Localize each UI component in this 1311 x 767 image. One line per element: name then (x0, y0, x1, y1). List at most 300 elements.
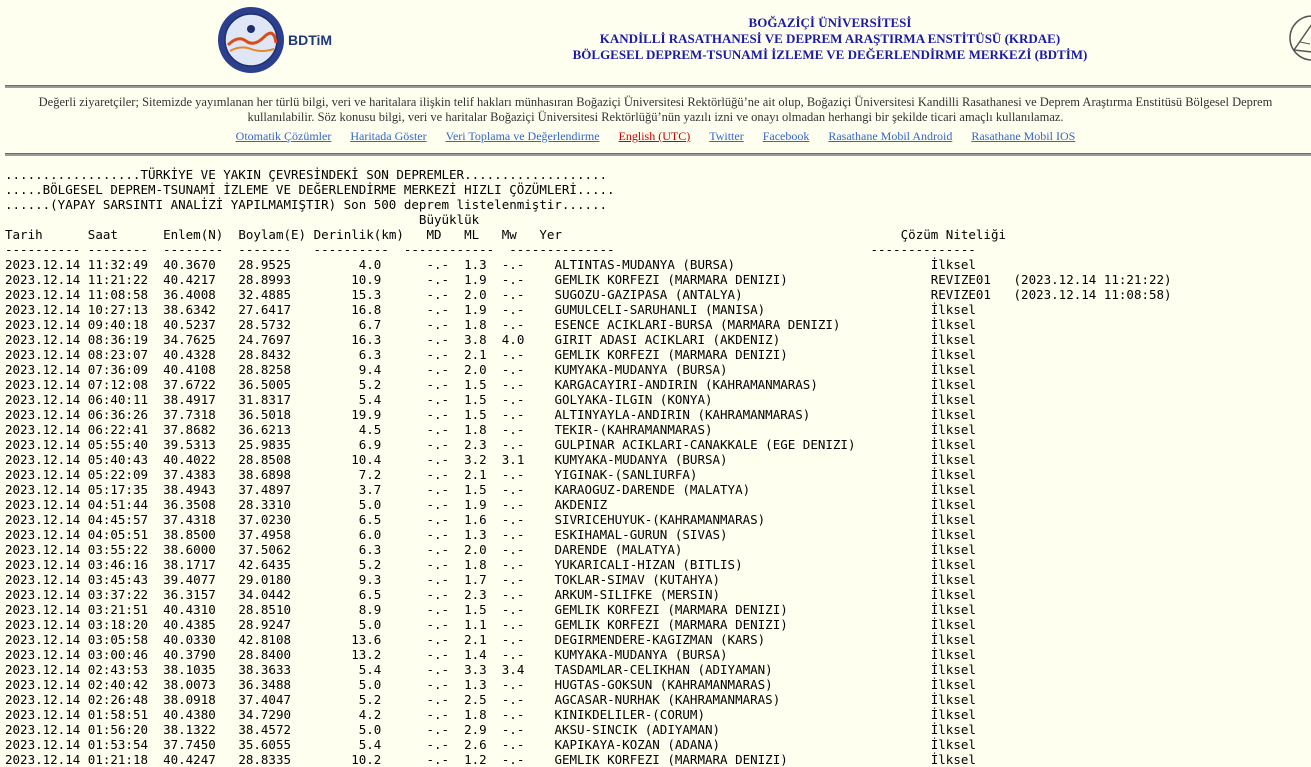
quake-location: YIGINAK-(SANLIURFA) (554, 467, 931, 482)
quake-time: 03:55:22 (87, 542, 164, 557)
quake-mw: -.- (501, 542, 555, 557)
quake-mw: -.- (501, 602, 555, 617)
quake-solution: REVIZE01 (2023.12.14 11:21:22) (930, 272, 1172, 287)
quake-longitude: 42.8108 (238, 632, 307, 647)
quake-row (5, 482, 1172, 497)
quake-longitude: 34.0442 (238, 587, 307, 602)
quake-row (5, 347, 1172, 362)
col-tarih-header: Tarih (5, 227, 88, 242)
quake-time: 11:08:58 (87, 287, 164, 302)
quake-mw: -.- (501, 527, 555, 542)
quake-date: 2023.12.14 (5, 407, 88, 422)
quake-mw: -.- (501, 512, 555, 527)
quake-rows (5, 257, 1172, 767)
quake-time: 01:56:20 (87, 722, 164, 737)
quake-md: -.- (426, 737, 465, 752)
col-md-header: MD (426, 227, 465, 242)
quake-ml: 1.8 (464, 557, 502, 572)
quake-solution: İlksel (930, 572, 976, 587)
quake-mw: -.- (501, 377, 555, 392)
quake-latitude: 40.4247 (163, 752, 239, 767)
quake-date: 2023.12.14 (5, 482, 88, 497)
quake-mw: -.- (501, 572, 555, 587)
quake-md: -.- (426, 377, 465, 392)
quake-longitude: 36.5018 (238, 407, 307, 422)
quake-date: 2023.12.14 (5, 467, 88, 482)
quake-mw: 3.4 (501, 662, 555, 677)
quake-ml: 3.2 (464, 452, 502, 467)
quake-date: 2023.12.14 (5, 542, 88, 557)
observatory-emblem (1284, 14, 1311, 69)
quake-mw: -.- (501, 677, 555, 692)
quake-location: GOLYAKA-ILGIN (KONYA) (554, 392, 931, 407)
quake-location: TOKLAR-SIMAV (KUTAHYA) (554, 572, 931, 587)
quake-longitude: 28.8508 (238, 452, 307, 467)
quake-time: 05:17:35 (87, 482, 164, 497)
quake-location: ESKIHAMAL-GURUN (SIVAS) (554, 527, 931, 542)
quake-longitude: 38.6898 (238, 467, 307, 482)
quake-row (5, 257, 1172, 272)
quake-depth: 5.2 (306, 377, 427, 392)
quake-longitude: 24.7697 (238, 332, 307, 347)
quake-md: -.- (426, 272, 465, 287)
quake-depth: 6.7 (306, 317, 427, 332)
quake-time: 05:40:43 (87, 452, 164, 467)
quake-longitude: 27.6417 (238, 302, 307, 317)
quake-solution: İlksel (930, 437, 976, 452)
quake-solution: İlksel (930, 692, 976, 707)
quake-location: GEMLIK KORFEZI (MARMARA DENIZI) (554, 272, 931, 287)
quake-date: 2023.12.14 (5, 497, 88, 512)
quake-latitude: 36.3157 (163, 587, 239, 602)
quake-mw: -.- (501, 362, 555, 377)
quake-mw: -.- (501, 272, 555, 287)
compass-emblem-icon (1284, 14, 1311, 64)
quake-latitude: 37.7450 (163, 737, 239, 752)
quake-depth: 6.0 (306, 527, 427, 542)
quake-latitude: 40.0330 (163, 632, 239, 647)
quake-longitude: 28.8432 (238, 347, 307, 362)
quake-location: AGCASAR-NURHAK (KAHRAMANMARAS) (554, 692, 931, 707)
quake-depth: 5.4 (306, 737, 427, 752)
quake-mw: 3.1 (501, 452, 555, 467)
nav-divider (5, 153, 1311, 156)
quake-md: -.- (426, 347, 465, 362)
quake-location: SUGOZU-GAZIPASA (ANTALYA) (554, 287, 931, 302)
quake-solution: İlksel (930, 527, 976, 542)
quake-mw: -.- (501, 302, 555, 317)
quake-solution: İlksel (930, 317, 976, 332)
quake-time: 01:21:18 (87, 752, 164, 767)
quake-ml: 1.8 (464, 317, 502, 332)
quake-depth: 10.4 (306, 452, 427, 467)
quake-location: YUKARICALI-HIZAN (BITLIS) (554, 557, 931, 572)
quake-latitude: 38.6342 (163, 302, 239, 317)
quake-date: 2023.12.14 (5, 647, 88, 662)
quake-longitude: 35.6055 (238, 737, 307, 752)
col-mw-header: Mw (501, 227, 540, 242)
quake-row (5, 752, 1172, 767)
nav-link-twitter[interactable]: Twitter (709, 129, 744, 143)
quake-ml: 2.1 (464, 467, 502, 482)
column-header-row (5, 227, 1172, 242)
quake-longitude: 29.0180 (238, 572, 307, 587)
quake-longitude: 31.8317 (238, 392, 307, 407)
quake-latitude: 38.6000 (163, 542, 239, 557)
quake-location: KUMYAKA-MUDANYA (BURSA) (554, 362, 931, 377)
quake-ml: 1.9 (464, 272, 502, 287)
quake-ml: 1.7 (464, 572, 502, 587)
quake-md: -.- (426, 317, 465, 332)
quake-time: 11:21:22 (87, 272, 164, 287)
quake-solution: İlksel (930, 677, 976, 692)
magnitude-group-row (5, 212, 1172, 227)
quake-solution: İlksel (930, 602, 976, 617)
quake-depth: 4.2 (306, 707, 427, 722)
quake-mw: -.- (501, 737, 555, 752)
listing-heading-2: .....BÖLGESEL DEPREM-TSUNAMİ İZLEME VE DEĞERLENDİRME MERKEZİ HIZLI ÇÖZÜMLERİ..... (5, 182, 615, 197)
quake-longitude: 42.6435 (238, 557, 307, 572)
quake-time: 07:12:08 (87, 377, 164, 392)
quake-date: 2023.12.14 (5, 737, 88, 752)
quake-time: 06:40:11 (87, 392, 164, 407)
quake-md: -.- (426, 587, 465, 602)
quake-ml: 2.3 (464, 437, 502, 452)
quake-depth: 15.3 (306, 287, 427, 302)
quake-depth: 6.9 (306, 437, 427, 452)
quake-date: 2023.12.14 (5, 617, 88, 632)
quake-latitude: 36.3508 (163, 497, 239, 512)
quake-mw: -.- (501, 407, 555, 422)
nav-link-show-on-map[interactable]: Haritada Göster (350, 129, 427, 143)
quake-date: 2023.12.14 (5, 692, 88, 707)
quake-date: 2023.12.14 (5, 287, 88, 302)
quake-latitude: 40.4108 (163, 362, 239, 377)
notice-line-2: kullanılabilir. Söz konusu bilgi, veri ve haritalar Boğaziçi Üniversitesi Rektörlüğü’nün yazılı izni ve onayı olmadan herhangi bir şekilde ticari amaçlı kullanılamaz. (247, 110, 1064, 124)
quake-row (5, 542, 1172, 557)
quake-latitude: 40.4385 (163, 617, 239, 632)
quake-row (5, 287, 1172, 302)
quake-depth: 8.9 (306, 602, 427, 617)
quake-location: KINIKDELILER-(CORUM) (554, 707, 931, 722)
quake-row (5, 497, 1172, 512)
quake-solution: İlksel (930, 482, 976, 497)
quake-solution: İlksel (930, 377, 976, 392)
quake-latitude: 37.4318 (163, 512, 239, 527)
nav-links (0, 129, 1311, 144)
quake-longitude: 28.8400 (238, 647, 307, 662)
quake-longitude: 28.3310 (238, 497, 307, 512)
quake-depth: 7.2 (306, 467, 427, 482)
quake-depth: 5.0 (306, 722, 427, 737)
col-saat-header: Saat (87, 227, 164, 242)
quake-time: 03:46:16 (87, 557, 164, 572)
quake-location: GIRIT ADASI ACIKLARI (AKDENIZ) (554, 332, 931, 347)
nav-link-ios-app[interactable]: Rasathane Mobil IOS (971, 129, 1076, 143)
quake-ml: 2.0 (464, 542, 502, 557)
quake-latitude: 38.1322 (163, 722, 239, 737)
quake-location: TASDAMLAR-CELIKHAN (ADIYAMAN) (554, 662, 931, 677)
quake-longitude: 37.4958 (238, 527, 307, 542)
quake-location: GEMLIK KORFEZI (MARMARA DENIZI) (554, 602, 931, 617)
quake-row (5, 692, 1172, 707)
quake-longitude: 32.4885 (238, 287, 307, 302)
quake-md: -.- (426, 707, 465, 722)
quake-mw: -.- (501, 347, 555, 362)
kandilli-seal-icon (216, 5, 286, 75)
quake-latitude: 39.4077 (163, 572, 239, 587)
quake-depth: 3.7 (306, 482, 427, 497)
bdtim-logo[interactable] (216, 5, 341, 75)
quake-row (5, 632, 1172, 647)
quake-row (5, 452, 1172, 467)
nav-link-facebook[interactable]: Facebook (762, 129, 810, 143)
quake-md: -.- (426, 722, 465, 737)
quake-depth: 6.3 (306, 542, 427, 557)
quake-depth: 19.9 (306, 407, 427, 422)
quake-md: -.- (426, 527, 465, 542)
quake-ml: 2.5 (464, 692, 502, 707)
quake-date: 2023.12.14 (5, 362, 88, 377)
quake-location: AKSU-SINCIK (ADIYAMAN) (554, 722, 931, 737)
quake-time: 02:43:53 (87, 662, 164, 677)
quake-ml: 3.8 (464, 332, 502, 347)
quake-location: DEGIRMENDERE-KAGIZMAN (KARS) (554, 632, 931, 647)
quake-mw: -.- (501, 392, 555, 407)
quake-date: 2023.12.14 (5, 317, 88, 332)
quake-time: 03:21:51 (87, 602, 164, 617)
quake-location: SIVRICEHUYUK-(KAHRAMANMARAS) (554, 512, 931, 527)
quake-latitude: 40.4217 (163, 272, 239, 287)
quake-mw: -.- (501, 317, 555, 332)
quake-latitude: 38.4917 (163, 392, 239, 407)
quake-time: 03:18:20 (87, 617, 164, 632)
quake-solution: İlksel (930, 467, 976, 482)
quake-location: GEMLIK KORFEZI (MARMARA DENIZI) (554, 347, 931, 362)
quake-solution: İlksel (930, 557, 976, 572)
quake-latitude: 38.8500 (163, 527, 239, 542)
quake-depth: 13.2 (306, 647, 427, 662)
quake-depth: 4.0 (306, 257, 427, 272)
quake-ml: 2.3 (464, 587, 502, 602)
quake-md: -.- (426, 752, 465, 767)
quake-latitude: 39.5313 (163, 437, 239, 452)
quake-solution: REVIZE01 (2023.12.14 11:08:58) (930, 287, 1172, 302)
quake-time: 03:05:58 (87, 632, 164, 647)
quake-row (5, 362, 1172, 377)
quake-time: 03:37:22 (87, 587, 164, 602)
quake-ml: 1.5 (464, 482, 502, 497)
quake-solution: İlksel (930, 737, 976, 752)
quake-time: 02:40:42 (87, 677, 164, 692)
quake-solution: İlksel (930, 347, 976, 362)
quake-location: GEMLIK KORFEZI (MARMARA DENIZI) (554, 617, 931, 632)
quake-solution: İlksel (930, 542, 976, 557)
quake-depth: 5.4 (306, 392, 427, 407)
quake-date: 2023.12.14 (5, 602, 88, 617)
quake-ml: 2.9 (464, 722, 502, 737)
quake-location: ALTINTAS-MUDANYA (BURSA) (554, 257, 931, 272)
quake-md: -.- (426, 677, 465, 692)
quake-longitude: 36.6213 (238, 422, 307, 437)
magnitude-group-label: Büyüklük (418, 212, 480, 227)
quake-date: 2023.12.14 (5, 752, 88, 767)
quake-latitude: 40.4310 (163, 602, 239, 617)
quake-row (5, 272, 1172, 287)
nav-link-english[interactable]: English (UTC) (618, 129, 691, 143)
quake-latitude: 34.7625 (163, 332, 239, 347)
quake-row (5, 572, 1172, 587)
logo-text: BDTiM (288, 32, 333, 48)
quake-longitude: 28.9247 (238, 617, 307, 632)
quake-ml: 1.9 (464, 497, 502, 512)
quake-time: 11:32:49 (87, 257, 164, 272)
quake-row (5, 722, 1172, 737)
quake-mw: -.- (501, 647, 555, 662)
quake-solution: İlksel (930, 722, 976, 737)
quake-ml: 1.2 (464, 752, 502, 767)
quake-row (5, 422, 1172, 437)
quake-location: GUMULCELI-SARUHANLI (MANISA) (554, 302, 931, 317)
quake-md: -.- (426, 572, 465, 587)
quake-date: 2023.12.14 (5, 437, 88, 452)
quake-date: 2023.12.14 (5, 572, 88, 587)
quake-mw: -.- (501, 692, 555, 707)
quake-location: KUMYAKA-MUDANYA (BURSA) (554, 452, 931, 467)
quake-longitude: 28.8335 (238, 752, 307, 767)
quake-depth: 6.5 (306, 512, 427, 527)
quake-row (5, 437, 1172, 452)
quake-row (5, 392, 1172, 407)
nav-link-data-collection[interactable]: Veri Toplama ve Değerlendirme (445, 129, 600, 143)
quake-solution: İlksel (930, 302, 976, 317)
university-title: BOĞAZİÇİ ÜNİVERSİTESİ (748, 15, 912, 30)
earthquake-listing (5, 167, 1172, 767)
quake-latitude: 38.1717 (163, 557, 239, 572)
quake-date: 2023.12.14 (5, 347, 88, 362)
quake-location: DARENDE (MALATYA) (554, 542, 931, 557)
quake-md: -.- (426, 287, 465, 302)
quake-depth: 5.2 (306, 692, 427, 707)
quake-location: GEMLIK KORFEZI (MARMARA DENIZI) (554, 752, 931, 767)
quake-latitude: 37.6722 (163, 377, 239, 392)
quake-row (5, 587, 1172, 602)
quake-ml: 1.5 (464, 602, 502, 617)
quake-location: ALTINYAYLA-ANDIRIN (KAHRAMANMARAS) (554, 407, 931, 422)
quake-mw: -.- (501, 467, 555, 482)
quake-solution: İlksel (930, 392, 976, 407)
quake-time: 03:45:43 (87, 572, 164, 587)
quake-ml: 1.6 (464, 512, 502, 527)
quake-row (5, 332, 1172, 347)
quake-time: 04:51:44 (87, 497, 164, 512)
quake-row (5, 377, 1172, 392)
quake-date: 2023.12.14 (5, 512, 88, 527)
quake-solution: İlksel (930, 617, 976, 632)
quake-ml: 1.5 (464, 407, 502, 422)
listing-heading-1: ..................TÜRKİYE VE YAKIN ÇEVRESİNDEKİ SON DEPREMLER................... (5, 167, 608, 182)
quake-mw: -.- (501, 257, 555, 272)
quake-latitude: 38.0918 (163, 692, 239, 707)
quake-ml: 1.8 (464, 707, 502, 722)
quake-ml: 1.8 (464, 422, 502, 437)
nav-link-android-app[interactable]: Rasathane Mobil Android (828, 129, 953, 143)
quake-row (5, 467, 1172, 482)
quake-depth: 9.3 (306, 572, 427, 587)
quake-md: -.- (426, 362, 465, 377)
quake-mw: -.- (501, 437, 555, 452)
quake-date: 2023.12.14 (5, 302, 88, 317)
quake-latitude: 40.4328 (163, 347, 239, 362)
quake-date: 2023.12.14 (5, 557, 88, 572)
quake-ml: 2.1 (464, 347, 502, 362)
quake-solution: İlksel (930, 407, 976, 422)
nav-link-automatic-solutions[interactable]: Otomatik Çözümler (235, 129, 332, 143)
quake-latitude: 37.7318 (163, 407, 239, 422)
quake-date: 2023.12.14 (5, 452, 88, 467)
quake-date: 2023.12.14 (5, 707, 88, 722)
quake-ml: 1.9 (464, 302, 502, 317)
quake-time: 09:40:18 (87, 317, 164, 332)
quake-md: -.- (426, 452, 465, 467)
quake-mw: -.- (501, 482, 555, 497)
quake-latitude: 40.4380 (163, 707, 239, 722)
quake-solution: İlksel (930, 587, 976, 602)
quake-depth: 6.5 (306, 587, 427, 602)
quake-location: GULPINAR ACIKLARI-CANAKKALE (EGE DENIZI) (554, 437, 931, 452)
quake-time: 02:26:48 (87, 692, 164, 707)
quake-md: -.- (426, 467, 465, 482)
quake-ml: 2.0 (464, 287, 502, 302)
quake-solution: İlksel (930, 707, 976, 722)
quake-row (5, 557, 1172, 572)
quake-date: 2023.12.14 (5, 377, 88, 392)
quake-longitude: 28.8510 (238, 602, 307, 617)
quake-md: -.- (426, 512, 465, 527)
quake-row (5, 407, 1172, 422)
institution-titles (520, 15, 1140, 63)
listing-heading-3: ......(YAPAY SARSINTI ANALİZİ YAPILMAMIŞTIR) Son 500 deprem listelenmiştir...... (5, 197, 608, 212)
quake-latitude: 38.1035 (163, 662, 239, 677)
quake-row (5, 662, 1172, 677)
quake-depth: 9.4 (306, 362, 427, 377)
quake-date: 2023.12.14 (5, 662, 88, 677)
quake-location: ARKUM-SILIFKE (MERSIN) (554, 587, 931, 602)
col-yer-header: Yer (539, 227, 901, 242)
quake-latitude: 40.4022 (163, 452, 239, 467)
quake-date: 2023.12.14 (5, 632, 88, 647)
quake-ml: 2.0 (464, 362, 502, 377)
quake-depth: 10.9 (306, 272, 427, 287)
quake-depth: 4.5 (306, 422, 427, 437)
quake-mw: -.- (501, 722, 555, 737)
quake-row (5, 677, 1172, 692)
quake-time: 03:00:46 (87, 647, 164, 662)
col-ml-header: ML (464, 227, 502, 242)
quake-longitude: 28.9525 (238, 257, 307, 272)
quake-longitude: 38.4572 (238, 722, 307, 737)
quake-mw: -.- (501, 497, 555, 512)
quake-md: -.- (426, 332, 465, 347)
quake-ml: 1.3 (464, 257, 502, 272)
quake-ml: 1.3 (464, 677, 502, 692)
quake-row (5, 647, 1172, 662)
quake-ml: 2.1 (464, 632, 502, 647)
quake-md: -.- (426, 407, 465, 422)
quake-latitude: 40.3670 (163, 257, 239, 272)
quake-date: 2023.12.14 (5, 257, 88, 272)
quake-latitude: 40.5237 (163, 317, 239, 332)
